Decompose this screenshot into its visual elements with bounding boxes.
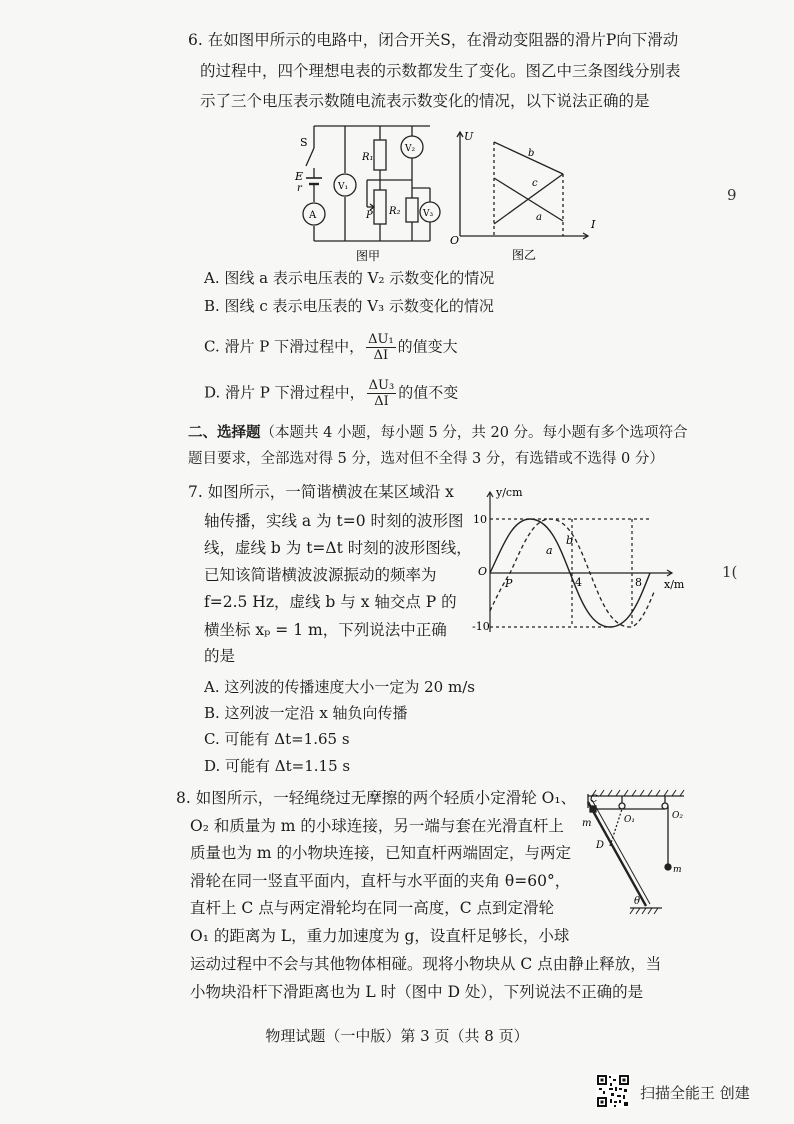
label-r: r <box>297 183 302 194</box>
q7-line-7: 的是 <box>204 647 236 665</box>
q8-line-1: 8. 如图所示，一轻绳绕过无摩擦的两个轻质小定滑轮 O₁、 <box>176 789 577 807</box>
wave-ylabel: y/cm <box>496 486 523 499</box>
pulley-diagram <box>578 786 688 926</box>
pulley-label-m-ball: m <box>673 865 682 875</box>
section-2-line-1 <box>188 423 688 443</box>
q7-line-3: 线，虚线 b 为 t=Δt 时刻的波形图线， <box>204 539 472 557</box>
q8-line-3: 质量也为 m 的小物块连接，已知直杆两端固定，与两定 <box>190 844 572 862</box>
ui-graph <box>448 124 598 266</box>
label-V3: V₃ <box>423 209 434 219</box>
scanner-watermark: 扫描全能王 创建 <box>640 1084 750 1102</box>
q6-line-3: 示了三个电压表示数随电流表示数变化的情况，以下说法正确的是 <box>200 92 650 110</box>
q6-option-c-prefix: C. 滑片 P 下滑过程中， <box>204 337 365 356</box>
section-2-desc-2: 题目要求，全部选对得 5 分，选对但不全得 3 分，有选错或不选得 0 分） <box>188 451 664 467</box>
fig2-caption: 图乙 <box>512 248 537 262</box>
page-footer: 物理试题（一中版）第 3 页（共 8 页） <box>265 1027 529 1045</box>
q8-line-4: 滑轮在同一竖直平面内，直杆与水平面的夹角 θ=60°， <box>190 872 571 890</box>
side-mark-mid: 1( <box>722 563 738 581</box>
pulley-label-theta: θ <box>634 896 641 907</box>
q6-option-b: B. 图线 c 表示电压表的 V₃ 示数变化的情况 <box>204 297 494 315</box>
q6-line-2: 的过程中，四个理想电表的示数都发生了变化。图乙中三条图线分别表 <box>200 62 681 80</box>
q8-line-8: 小物块沿杆下滑距离也为 L 时（图中 D 处），下列说法不正确的是 <box>190 983 644 1001</box>
wave-ytick-neg10: -10 <box>472 620 490 633</box>
q6-option-c-suffix: 的值变大 <box>397 337 458 356</box>
circuit-diagram <box>292 118 442 266</box>
q7-line-4: 已知该简谐横波波源振动的频率为 <box>204 566 437 584</box>
label-V1: V₁ <box>338 182 349 192</box>
q6-option-d-prefix: D. 滑片 P 下滑过程中， <box>204 383 365 402</box>
q7-option-c: C. 可能有 Δt=1.65 s <box>204 730 350 748</box>
label-R2: R₂ <box>389 206 401 217</box>
q8-line-2: O₂ 和质量为 m 的小球连接，另一端与套在光滑直杆上 <box>190 817 564 835</box>
pulley-label-m-block: m <box>582 818 592 829</box>
pulley-label-O2: O₂ <box>672 811 683 821</box>
graph-label-a: a <box>536 212 542 223</box>
q7-option-d: D. 可能有 Δt=1.15 s <box>204 757 351 775</box>
q6-option-d-denominator: ΔI <box>374 394 389 409</box>
qr-code-icon <box>596 1074 630 1108</box>
pulley-label-C: C <box>590 794 598 805</box>
graph-line-a <box>494 174 563 224</box>
q6-option-c-denominator: ΔI <box>373 348 389 363</box>
q6-option-d-suffix: 的值不变 <box>398 383 459 402</box>
pulley-label-O1: O₁ <box>624 815 635 825</box>
wave-xtick-8: 8 <box>635 576 642 589</box>
side-mark-top: 9 <box>727 186 737 204</box>
wave-point-P: P <box>505 577 513 590</box>
section-2-desc-1: （本题共 4 小题，每小题 5 分，共 20 分。每小题有多个选项符合 <box>260 425 688 441</box>
wave-xlabel: x/m <box>664 578 685 591</box>
q7-option-b: B. 这列波一定沿 x 轴负向传播 <box>204 704 408 722</box>
fig1-caption: 图甲 <box>356 249 381 263</box>
q6-line-1: 6. 在如图甲所示的电路中，闭合开关S，在滑动变阻器的滑片P向下滑动 <box>188 31 679 49</box>
q7-option-a: A. 这列波的传播速度大小一定为 20 m/s <box>204 678 475 696</box>
q6-option-c-fraction <box>366 332 396 363</box>
label-V2: V₂ <box>405 144 416 154</box>
wave-label-b: b <box>566 534 574 547</box>
q6-option-c-numerator: ΔU₁ <box>368 332 394 347</box>
graph-label-b: b <box>528 148 535 159</box>
wave-origin: O <box>478 565 488 578</box>
label-P: P <box>366 210 373 221</box>
q8-line-7: 运动过程中不会与其他物体相碰。现将小物块从 C 点由静止释放，当 <box>190 955 662 973</box>
q6-option-d-fraction <box>367 378 397 409</box>
graph-origin: O <box>450 234 460 247</box>
wave-label-a: a <box>546 544 553 557</box>
wave-graph <box>472 482 692 642</box>
q7-line-5: f=2.5 Hz，虚线 b 与 x 轴交点 P 的 <box>204 593 457 611</box>
graph-axis-I: I <box>591 218 596 231</box>
q8-line-5: 直杆上 C 点与两定滑轮均在同一高度，C 点到定滑轮 <box>190 899 555 917</box>
label-S: S <box>300 136 308 149</box>
q7-line-1: 7. 如图所示，一简谐横波在某区域沿 x <box>188 483 454 501</box>
label-E: E <box>295 170 304 183</box>
graph-axis-U: U <box>464 130 474 143</box>
q7-line-6: 横坐标 xₚ = 1 m，下列说法中正确 <box>204 621 447 639</box>
pulley-label-D: D <box>596 840 605 851</box>
label-R1: R₁ <box>362 152 374 163</box>
section-2-title: 二、选择题 <box>188 424 261 441</box>
wave-ytick-10: 10 <box>473 513 487 526</box>
q6-option-d-numerator: ΔU₃ <box>368 378 395 393</box>
graph-label-c: c <box>532 178 538 189</box>
q6-option-a: A. 图线 a 表示电压表的 V₂ 示数变化的情况 <box>204 269 495 287</box>
q6-option-d <box>204 378 458 409</box>
q7-line-2: 轴传播，实线 a 为 t=0 时刻的波形图 <box>204 512 464 530</box>
wave-xtick-4: 4 <box>575 576 582 589</box>
label-A: A <box>309 210 317 221</box>
q6-option-c <box>204 332 458 363</box>
q8-line-6: O₁ 的距离为 L，重力加速度为 g，设直杆足够长，小球 <box>190 927 570 945</box>
